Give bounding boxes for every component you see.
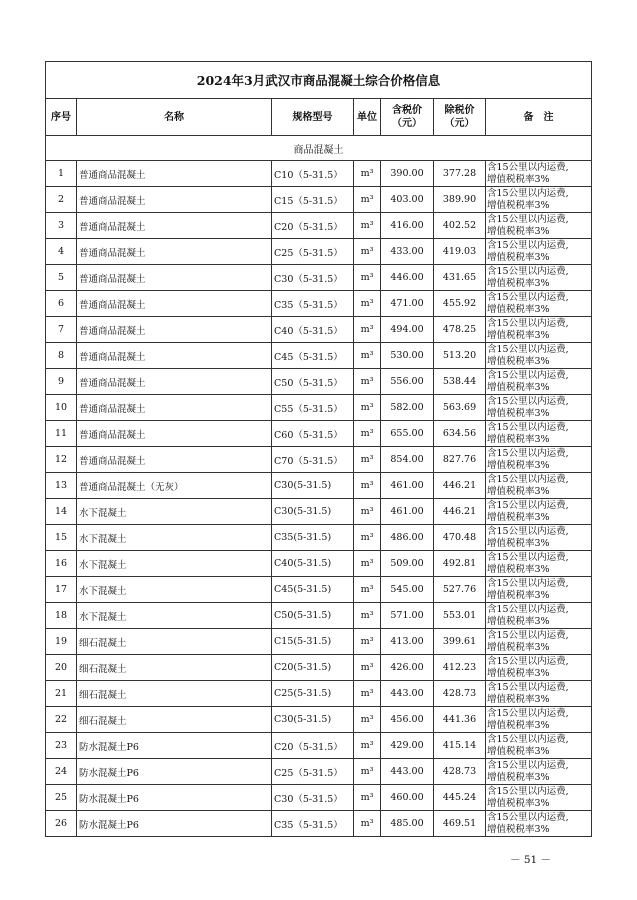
row-spec: C25（5-31.5） (272, 759, 354, 785)
row-name: 水下混凝土 (77, 603, 272, 629)
row-tax-included-price: 426.00 (381, 655, 434, 681)
row-unit: m³ (354, 473, 381, 499)
row-tax-included-price: 486.00 (381, 525, 434, 551)
header-tax-included-unit: （元） (392, 118, 422, 129)
row-note-line1: 含15公里以内运费, (487, 759, 569, 771)
row-tax-excluded-price: 446.21 (434, 499, 486, 525)
table-row (46, 187, 592, 213)
row-unit: m³ (354, 317, 381, 343)
row-note-line2: 增值税税率3% (487, 355, 550, 367)
row-note-line2: 增值税税率3% (487, 303, 550, 315)
row-note-line1: 含15公里以内运费, (487, 733, 569, 745)
row-note-line1: 含15公里以内运费, (487, 291, 569, 303)
row-tax-excluded-price: 827.76 (434, 447, 486, 473)
row-spec: C60（5-31.5） (272, 421, 354, 447)
header-name: 名称 (77, 99, 272, 136)
row-unit: m³ (354, 811, 381, 837)
row-no: 7 (46, 317, 77, 343)
row-note (486, 447, 592, 473)
row-tax-included-price: 460.00 (381, 785, 434, 811)
row-note-line1: 含15公里以内运费, (487, 213, 569, 225)
row-tax-included-price: 429.00 (381, 733, 434, 759)
row-tax-excluded-price: 446.21 (434, 473, 486, 499)
row-tax-included-price: 456.00 (381, 707, 434, 733)
row-tax-included-price: 403.00 (381, 187, 434, 213)
row-no: 11 (46, 421, 77, 447)
header-tax-excluded-unit: （元） (444, 118, 475, 129)
row-note (486, 291, 592, 317)
section-title: 商品混凝土 (46, 136, 592, 161)
row-note (486, 499, 592, 525)
row-note-line2: 增值税税率3% (487, 329, 550, 341)
row-name: 细石混凝土 (77, 681, 272, 707)
row-no: 24 (46, 759, 77, 785)
row-note (486, 395, 592, 421)
row-name: 普通商品混凝土 (77, 161, 272, 187)
row-name: 普通商品混凝土 (77, 317, 272, 343)
row-no: 22 (46, 707, 77, 733)
row-spec: C50（5-31.5） (272, 369, 354, 395)
row-no: 21 (46, 681, 77, 707)
table-row (46, 655, 592, 681)
row-spec: C30（5-31.5） (272, 265, 354, 291)
row-tax-included-price: 461.00 (381, 473, 434, 499)
table-row (46, 577, 592, 603)
row-tax-included-price: 494.00 (381, 317, 434, 343)
row-tax-excluded-price: 470.48 (434, 525, 486, 551)
table-row (46, 447, 592, 473)
row-note-line2: 增值税税率3% (487, 641, 550, 653)
row-name: 普通商品混凝土 (77, 187, 272, 213)
row-spec: C35(5-31.5) (272, 525, 354, 551)
row-note-line2: 增值税税率3% (487, 277, 550, 289)
row-note (486, 707, 592, 733)
row-note-line2: 增值税税率3% (487, 719, 550, 731)
row-unit: m³ (354, 421, 381, 447)
row-spec: C15（5-31.5） (272, 187, 354, 213)
row-tax-excluded-price: 377.28 (434, 161, 486, 187)
row-tax-included-price: 571.00 (381, 603, 434, 629)
row-note (486, 213, 592, 239)
row-tax-included-price: 854.00 (381, 447, 434, 473)
row-note-line2: 增值税税率3% (487, 511, 550, 523)
row-unit: m³ (354, 343, 381, 369)
row-note-line1: 含15公里以内运费, (487, 369, 569, 381)
table-row (46, 551, 592, 577)
row-name: 普通商品混凝土 (77, 213, 272, 239)
row-tax-excluded-price: 492.81 (434, 551, 486, 577)
row-note-line1: 含15公里以内运费, (487, 785, 569, 797)
row-note-line1: 含15公里以内运费, (487, 421, 569, 433)
header-unit: 单位 (354, 99, 381, 136)
row-name: 普通商品混凝土 (77, 265, 272, 291)
row-name: 普通商品混凝土 (77, 421, 272, 447)
row-note-line2: 增值税税率3% (487, 771, 550, 783)
row-no: 19 (46, 629, 77, 655)
row-note-line1: 含15公里以内运费, (487, 499, 569, 511)
price-sheet (45, 61, 591, 837)
row-unit: m³ (354, 577, 381, 603)
row-name: 普通商品混凝土 (77, 369, 272, 395)
row-name: 细石混凝土 (77, 655, 272, 681)
row-unit: m³ (354, 707, 381, 733)
row-unit: m³ (354, 525, 381, 551)
table-row (46, 707, 592, 733)
row-note-line2: 增值税税率3% (487, 407, 550, 419)
row-tax-included-price: 471.00 (381, 291, 434, 317)
row-spec: C20（5-31.5） (272, 213, 354, 239)
row-spec: C30(5-31.5) (272, 707, 354, 733)
row-spec: C25（5-31.5） (272, 239, 354, 265)
row-spec: C30（5-31.5） (272, 785, 354, 811)
table-row (46, 785, 592, 811)
row-note-line1: 含15公里以内运费, (487, 577, 569, 589)
row-unit: m³ (354, 759, 381, 785)
row-tax-included-price: 433.00 (381, 239, 434, 265)
row-spec: C45（5-31.5） (272, 343, 354, 369)
row-no: 17 (46, 577, 77, 603)
row-spec: C55（5-31.5） (272, 395, 354, 421)
row-name: 水下混凝土 (77, 577, 272, 603)
row-note-line1: 含15公里以内运费, (487, 447, 569, 459)
row-tax-excluded-price: 469.51 (434, 811, 486, 837)
row-tax-included-price: 461.00 (381, 499, 434, 525)
row-no: 8 (46, 343, 77, 369)
row-note (486, 603, 592, 629)
row-tax-included-price: 446.00 (381, 265, 434, 291)
row-note-line1: 含15公里以内运费, (487, 343, 569, 355)
row-tax-included-price: 655.00 (381, 421, 434, 447)
row-note (486, 811, 592, 837)
table-row (46, 213, 592, 239)
row-note-line1: 含15公里以内运费, (487, 603, 569, 615)
row-note (486, 577, 592, 603)
row-tax-included-price: 556.00 (381, 369, 434, 395)
row-note (486, 655, 592, 681)
row-note-line1: 含15公里以内运费, (487, 473, 569, 485)
header-tax-included-label: 含税价 (392, 105, 422, 116)
row-name: 防水混凝土P6 (77, 785, 272, 811)
row-note-line1: 含15公里以内运费, (487, 811, 569, 823)
row-name: 普通商品混凝土 (77, 447, 272, 473)
row-note-line2: 增值税税率3% (487, 251, 550, 263)
row-name: 防水混凝土P6 (77, 811, 272, 837)
row-tax-included-price: 413.00 (381, 629, 434, 655)
row-note-line1: 含15公里以内运费, (487, 525, 569, 537)
page-number: － 51 － (510, 854, 552, 866)
row-note (486, 551, 592, 577)
row-name: 细石混凝土 (77, 629, 272, 655)
row-tax-excluded-price: 428.73 (434, 759, 486, 785)
row-name: 普通商品混凝土 (77, 239, 272, 265)
row-spec: C40(5-31.5) (272, 551, 354, 577)
row-unit: m³ (354, 603, 381, 629)
row-tax-excluded-price: 634.56 (434, 421, 486, 447)
row-tax-excluded-price: 527.76 (434, 577, 486, 603)
row-name: 普通商品混凝土 (77, 343, 272, 369)
row-tax-excluded-price: 402.52 (434, 213, 486, 239)
table-row (46, 161, 592, 187)
row-note-line2: 增值税税率3% (487, 797, 550, 809)
row-note-line2: 增值税税率3% (487, 225, 550, 237)
row-unit: m³ (354, 655, 381, 681)
row-no: 20 (46, 655, 77, 681)
row-no: 5 (46, 265, 77, 291)
row-no: 23 (46, 733, 77, 759)
row-unit: m³ (354, 681, 381, 707)
row-name: 水下混凝土 (77, 499, 272, 525)
row-unit: m³ (354, 161, 381, 187)
row-tax-excluded-price: 513.20 (434, 343, 486, 369)
row-note-line1: 含15公里以内运费, (487, 551, 569, 563)
table-row (46, 265, 592, 291)
row-note-line2: 增值税税率3% (487, 615, 550, 627)
row-unit: m³ (354, 395, 381, 421)
row-unit: m³ (354, 551, 381, 577)
row-note-line2: 增值税税率3% (487, 823, 550, 835)
table-row (46, 603, 592, 629)
table-title: 2024年3月武汉市商品混凝土综合价格信息 (46, 62, 592, 99)
row-note-line2: 增值税税率3% (487, 485, 550, 497)
row-name: 防水混凝土P6 (77, 759, 272, 785)
row-name: 细石混凝土 (77, 707, 272, 733)
row-spec: C45(5-31.5) (272, 577, 354, 603)
row-note-line2: 增值税税率3% (487, 589, 550, 601)
row-no: 14 (46, 499, 77, 525)
row-tax-included-price: 443.00 (381, 681, 434, 707)
row-name: 普通商品混凝土 (77, 395, 272, 421)
row-tax-excluded-price: 445.24 (434, 785, 486, 811)
table-row (46, 473, 592, 499)
table-row (46, 395, 592, 421)
row-note (486, 369, 592, 395)
row-no: 2 (46, 187, 77, 213)
row-unit: m³ (354, 187, 381, 213)
row-no: 12 (46, 447, 77, 473)
header-tax-excluded (434, 99, 486, 136)
header-tax-excluded-label: 除税价 (444, 105, 475, 116)
row-note-line1: 含15公里以内运费, (487, 395, 569, 407)
row-tax-excluded-price: 412.23 (434, 655, 486, 681)
row-spec: C70（5-31.5） (272, 447, 354, 473)
row-tax-excluded-price: 399.61 (434, 629, 486, 655)
row-spec: C50(5-31.5) (272, 603, 354, 629)
row-spec: C15(5-31.5) (272, 629, 354, 655)
row-note-line2: 增值税税率3% (487, 433, 550, 445)
row-spec: C20（5-31.5） (272, 733, 354, 759)
row-tax-excluded-price: 553.01 (434, 603, 486, 629)
row-unit: m³ (354, 291, 381, 317)
row-note (486, 473, 592, 499)
row-note-line2: 增值税税率3% (487, 667, 550, 679)
row-tax-included-price: 545.00 (381, 577, 434, 603)
row-spec: C30(5-31.5) (272, 499, 354, 525)
row-note-line1: 含15公里以内运费, (487, 317, 569, 329)
row-note-line1: 含15公里以内运费, (487, 629, 569, 641)
row-note-line2: 增值税税率3% (487, 173, 550, 185)
table-row (46, 291, 592, 317)
row-unit: m³ (354, 733, 381, 759)
row-note-line1: 含15公里以内运费, (487, 239, 569, 251)
row-spec: C20(5-31.5) (272, 655, 354, 681)
row-unit: m³ (354, 239, 381, 265)
row-no: 6 (46, 291, 77, 317)
row-unit: m³ (354, 265, 381, 291)
row-no: 25 (46, 785, 77, 811)
row-unit: m³ (354, 447, 381, 473)
table-row (46, 343, 592, 369)
row-name: 普通商品混凝土（无灰） (77, 473, 272, 499)
row-tax-excluded-price: 389.90 (434, 187, 486, 213)
row-tax-included-price: 443.00 (381, 759, 434, 785)
row-note-line2: 增值税税率3% (487, 563, 550, 575)
row-tax-excluded-price: 431.65 (434, 265, 486, 291)
row-note (486, 239, 592, 265)
row-spec: C30(5-31.5) (272, 473, 354, 499)
row-spec: C25(5-31.5) (272, 681, 354, 707)
row-spec: C35（5-31.5） (272, 291, 354, 317)
row-tax-excluded-price: 428.73 (434, 681, 486, 707)
row-tax-excluded-price: 563.69 (434, 395, 486, 421)
row-no: 9 (46, 369, 77, 395)
row-note-line1: 含15公里以内运费, (487, 187, 569, 199)
row-note-line2: 增值税税率3% (487, 693, 550, 705)
row-tax-excluded-price: 419.03 (434, 239, 486, 265)
row-note (486, 681, 592, 707)
table-row (46, 421, 592, 447)
row-note-line2: 增值税税率3% (487, 537, 550, 549)
row-unit: m³ (354, 369, 381, 395)
table-row (46, 759, 592, 785)
price-table (45, 61, 592, 837)
row-note (486, 759, 592, 785)
row-note (486, 733, 592, 759)
row-name: 水下混凝土 (77, 551, 272, 577)
row-spec: C40（5-31.5） (272, 317, 354, 343)
row-note (486, 187, 592, 213)
table-row (46, 369, 592, 395)
row-tax-included-price: 509.00 (381, 551, 434, 577)
row-no: 16 (46, 551, 77, 577)
row-note-line1: 含15公里以内运费, (487, 655, 569, 667)
row-unit: m³ (354, 499, 381, 525)
row-tax-included-price: 416.00 (381, 213, 434, 239)
row-note-line2: 增值税税率3% (487, 745, 550, 757)
header-no: 序号 (46, 99, 77, 136)
table-row (46, 525, 592, 551)
row-name: 水下混凝土 (77, 525, 272, 551)
row-note (486, 161, 592, 187)
row-spec: C10（5-31.5） (272, 161, 354, 187)
row-note-line2: 增值税税率3% (487, 381, 550, 393)
header-tax-included (381, 99, 434, 136)
row-unit: m³ (354, 629, 381, 655)
row-tax-excluded-price: 441.36 (434, 707, 486, 733)
row-note (486, 343, 592, 369)
table-row (46, 681, 592, 707)
row-note (486, 317, 592, 343)
row-tax-excluded-price: 455.92 (434, 291, 486, 317)
row-tax-excluded-price: 478.25 (434, 317, 486, 343)
table-row (46, 629, 592, 655)
row-tax-included-price: 485.00 (381, 811, 434, 837)
row-note (486, 785, 592, 811)
row-no: 13 (46, 473, 77, 499)
row-note (486, 525, 592, 551)
table-row (46, 239, 592, 265)
row-name: 防水混凝土P6 (77, 733, 272, 759)
row-tax-included-price: 582.00 (381, 395, 434, 421)
row-note-line2: 增值税税率3% (487, 199, 550, 211)
row-unit: m³ (354, 213, 381, 239)
row-note (486, 265, 592, 291)
row-note (486, 629, 592, 655)
header-spec: 规格型号 (272, 99, 354, 136)
row-no: 18 (46, 603, 77, 629)
row-note-line1: 含15公里以内运费, (487, 707, 569, 719)
table-row (46, 811, 592, 837)
row-note-line1: 含15公里以内运费, (487, 681, 569, 693)
row-no: 1 (46, 161, 77, 187)
row-tax-excluded-price: 415.14 (434, 733, 486, 759)
row-no: 10 (46, 395, 77, 421)
row-no: 4 (46, 239, 77, 265)
row-no: 26 (46, 811, 77, 837)
row-tax-included-price: 530.00 (381, 343, 434, 369)
row-unit: m³ (354, 785, 381, 811)
row-note-line1: 含15公里以内运费, (487, 265, 569, 277)
header-note: 备 注 (486, 99, 592, 136)
row-no: 3 (46, 213, 77, 239)
table-row (46, 317, 592, 343)
header-row (46, 99, 592, 136)
row-spec: C35（5-31.5） (272, 811, 354, 837)
row-no: 15 (46, 525, 77, 551)
row-tax-excluded-price: 538.44 (434, 369, 486, 395)
table-row (46, 733, 592, 759)
row-tax-included-price: 390.00 (381, 161, 434, 187)
row-note (486, 421, 592, 447)
row-note-line1: 含15公里以内运费, (487, 161, 569, 173)
row-note-line2: 增值税税率3% (487, 459, 550, 471)
table-row (46, 499, 592, 525)
row-name: 普通商品混凝土 (77, 291, 272, 317)
